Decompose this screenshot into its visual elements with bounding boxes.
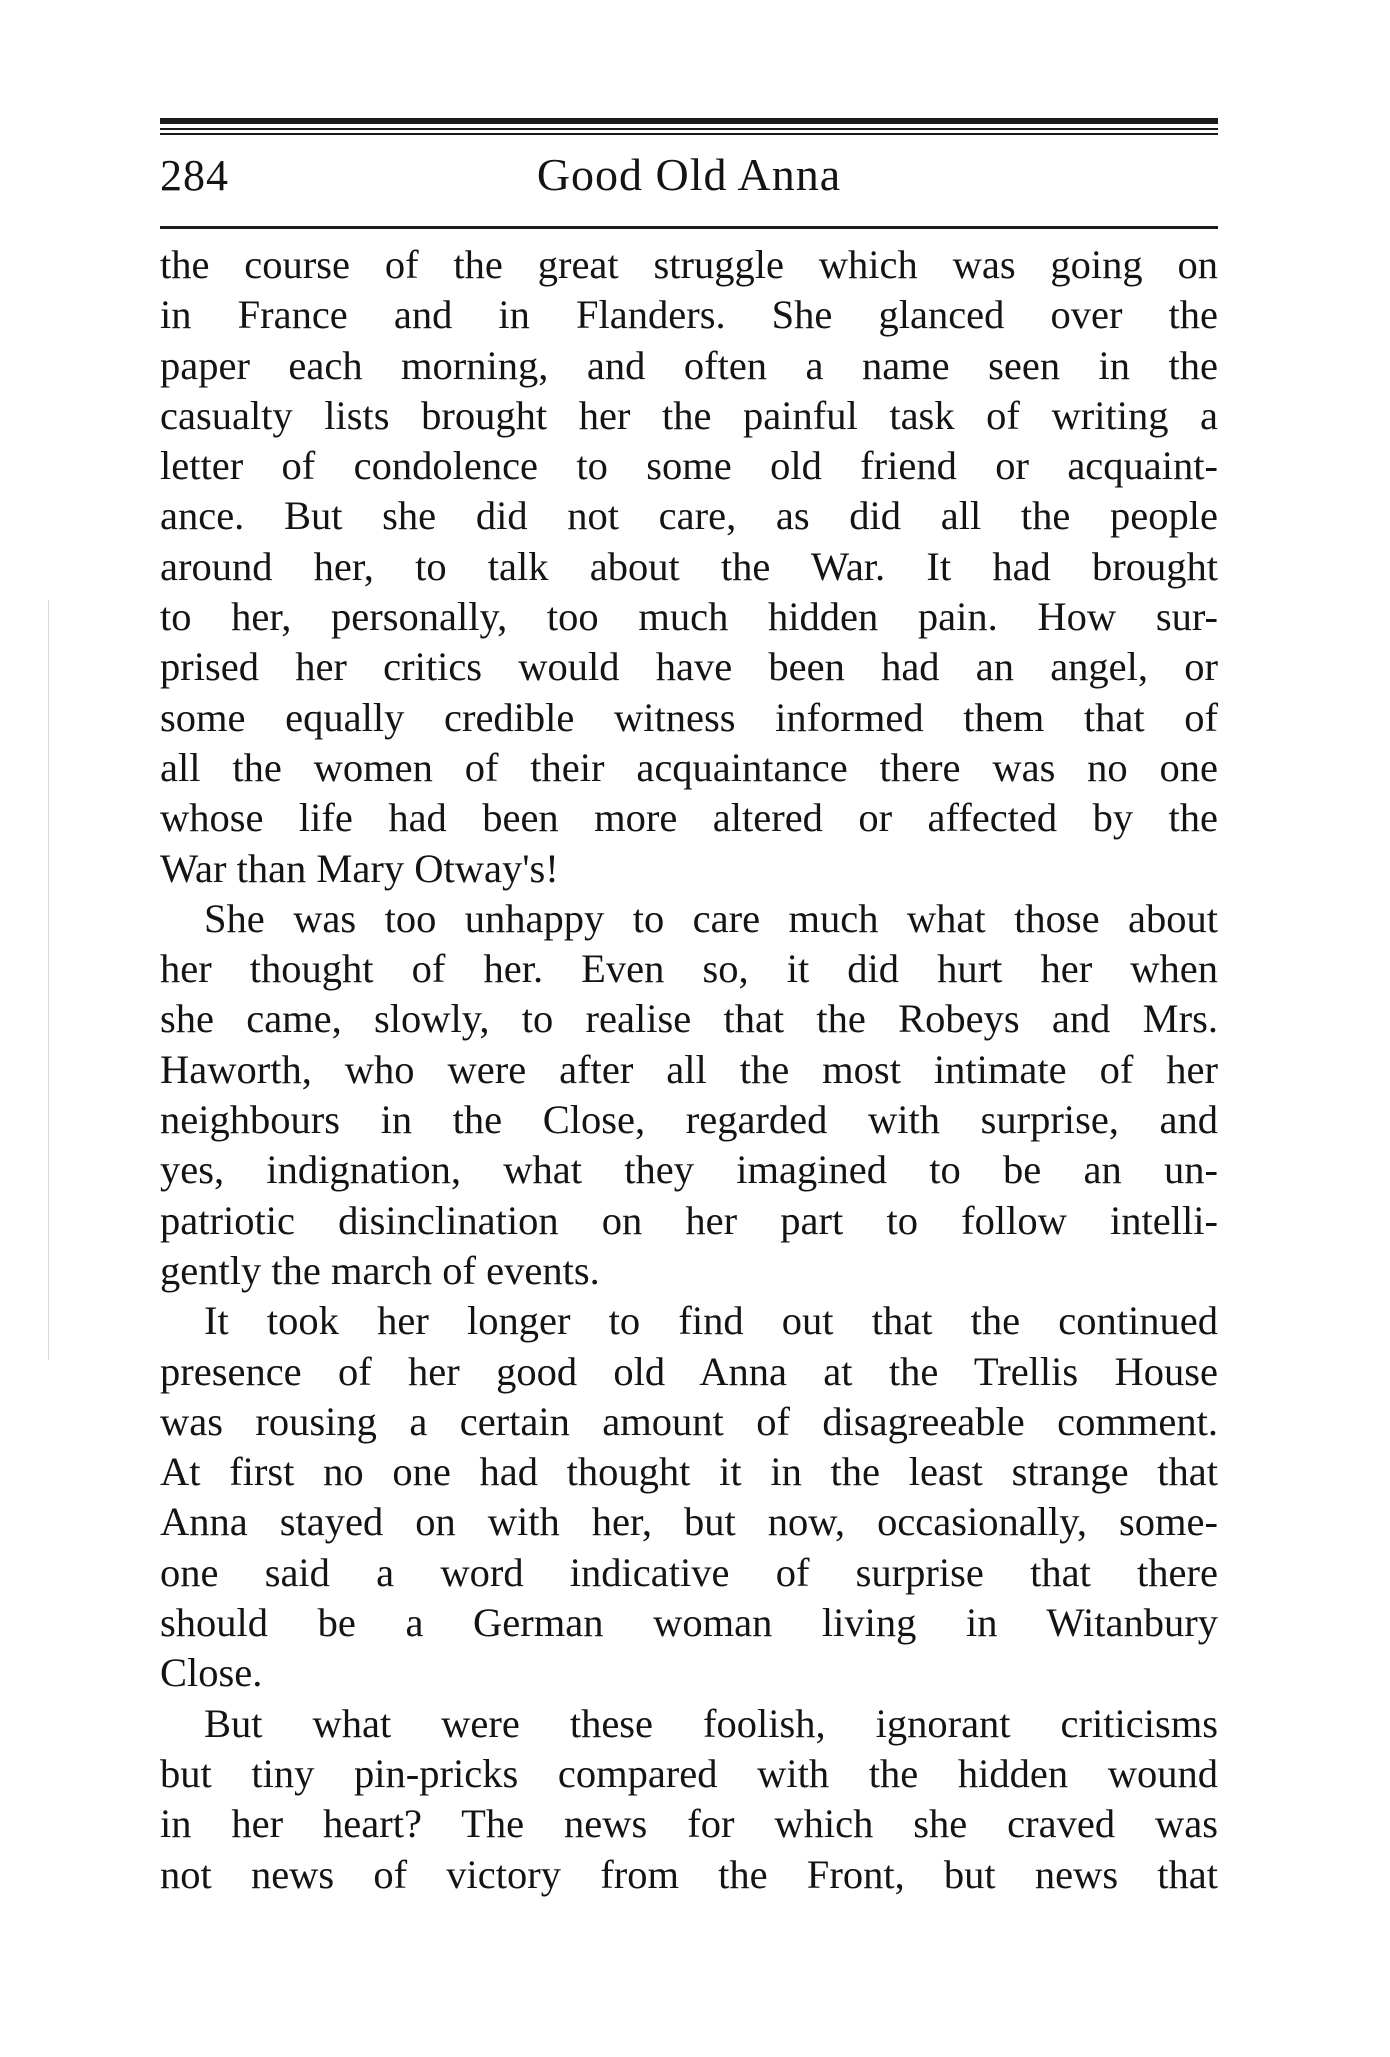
text-line: the course of the great struggle which was going on (160, 242, 1218, 287)
text-line: in her heart? The news for which she craved was (160, 1801, 1218, 1847)
text-line: some equally credible witness informed them that of (160, 694, 1218, 740)
text-line: should be a German woman living in Witanbury (160, 1600, 1218, 1646)
text-line: in France and in Flanders. She glanced over the (160, 292, 1218, 338)
text-line: prised her critics would have been had an angel, or (160, 644, 1218, 690)
text-line: she came, slowly, to realise that the Robeys and Mrs. (160, 996, 1218, 1042)
header-underline (160, 226, 1218, 229)
text-line: But what were these foolish, ignorant criticisms (204, 1700, 1218, 1746)
header-rule-thin (160, 128, 1218, 130)
text-line: around her, to talk about the War. It had brought (160, 543, 1218, 589)
header-rule-thin-lower (160, 133, 1218, 135)
text-line: one said a word indicative of surprise that there (160, 1549, 1218, 1595)
text-line: patriotic disinclination on her part to follow intelli- (160, 1197, 1218, 1243)
text-line: Close. (160, 1650, 263, 1696)
text-line: At first no one had thought it in the least strange that (160, 1449, 1218, 1495)
text-line: letter of condolence to some old friend or acquaint- (160, 443, 1218, 489)
text-line: Haworth, who were after all the most intimate of her (160, 1046, 1218, 1092)
page-number: 284 (160, 151, 229, 200)
text-line: not news of victory from the Front, but news that (160, 1851, 1218, 1897)
text-line: Anna stayed on with her, but now, occasionally, some- (160, 1499, 1218, 1545)
body-text (160, 240, 1218, 1900)
running-title: Good Old Anna (536, 149, 842, 200)
text-line: but tiny pin-pricks compared with the hidden wound (160, 1750, 1218, 1796)
text-line: War than Mary Otway's! (160, 845, 559, 891)
text-line: was rousing a certain amount of disagreeable comment. (160, 1398, 1218, 1444)
text-line: neighbours in the Close, regarded with surprise, and (160, 1097, 1218, 1143)
text-line: She was too unhappy to care much what those about (204, 895, 1218, 941)
text-line: her thought of her. Even so, it did hurt her when (160, 946, 1218, 992)
header-rule-thick (160, 118, 1218, 124)
text-line: ance. But she did not care, as did all the people (160, 493, 1218, 539)
text-line: casualty lists brought her the painful task of writing a (160, 392, 1218, 438)
text-line: paper each morning, and often a name seen in the (160, 342, 1218, 388)
text-line: It took her longer to find out that the continued (204, 1298, 1218, 1344)
text-line: yes, indignation, what they imagined to be an un- (160, 1147, 1218, 1193)
text-line: presence of her good old Anna at the Trellis House (160, 1348, 1218, 1394)
text-line: to her, personally, too much hidden pain. How sur- (160, 594, 1218, 640)
gutter-shadow (48, 600, 49, 1360)
text-line: all the women of their acquaintance there was no one (160, 744, 1218, 790)
running-header (160, 144, 1218, 214)
text-line: whose life had been more altered or affected by the (160, 795, 1218, 841)
text-line: gently the march of events. (160, 1247, 600, 1293)
